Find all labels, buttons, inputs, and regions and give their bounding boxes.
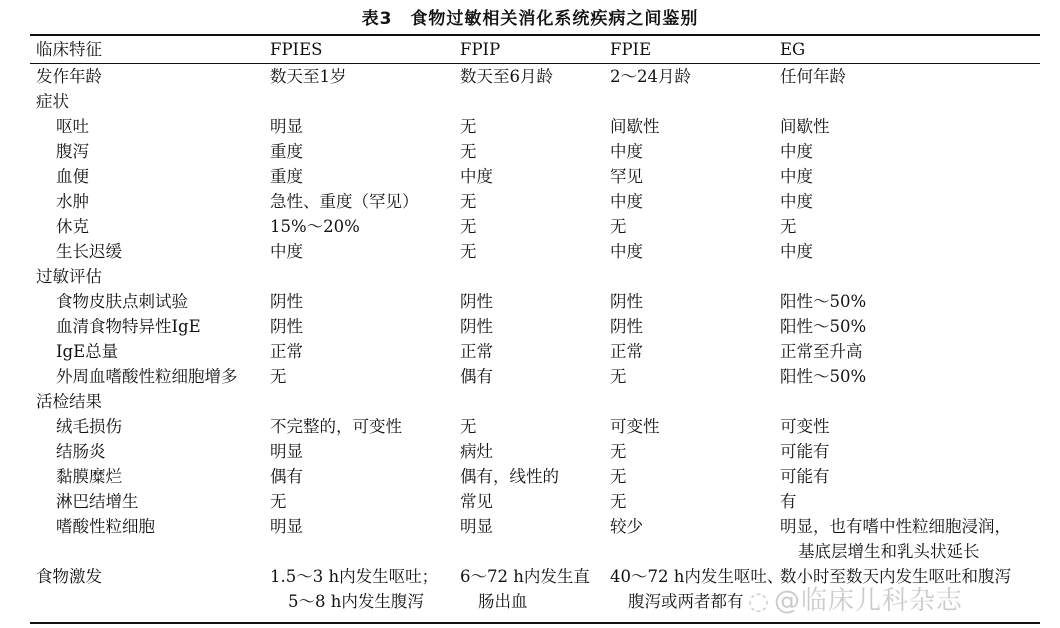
cell-fpip: 无	[460, 217, 477, 236]
table-row	[0, 239, 1060, 264]
cell-fpip: 6～72 h内发生直	[460, 567, 590, 586]
cell-fpie: 中度	[610, 242, 643, 261]
cell-eg: 有	[780, 492, 797, 511]
row-label: 食物激发	[36, 567, 102, 586]
cell-eg: 中度	[780, 192, 813, 211]
table-row	[0, 364, 1060, 389]
cell-fpip: 阴性	[460, 292, 493, 311]
cell-fpies: 15%～20%	[270, 217, 360, 236]
table-bottom-rule	[30, 622, 1040, 624]
cell-fpies: 重度	[270, 142, 303, 161]
cell-eg: 中度	[780, 167, 813, 186]
cell-fpies: 阴性	[270, 317, 303, 336]
table-row	[0, 414, 1060, 439]
cell-fpies: 无	[270, 367, 287, 386]
cell-fpip: 常见	[460, 492, 493, 511]
cell-fpie: 阴性	[610, 292, 643, 311]
table-row	[0, 164, 1060, 189]
cell-fpie: 无	[610, 442, 627, 461]
row-label: 生长迟缓	[56, 242, 122, 261]
cell-fpie: 罕见	[610, 167, 643, 186]
cell-eg: 中度	[780, 242, 813, 261]
cell-fpip: 无	[460, 142, 477, 161]
weibo-icon: ◌	[748, 587, 770, 615]
row-label: 过敏评估	[36, 267, 102, 286]
table-header-row	[0, 37, 1060, 62]
fpies-challenge-continuation: 5～8 h内发生腹泻	[288, 592, 424, 611]
cell-eg: 阳性～50%	[780, 367, 867, 386]
table-row	[0, 289, 1060, 314]
header-fpie: FPIE	[610, 40, 652, 59]
row-label: 绒毛损伤	[56, 417, 122, 436]
eg-eosinophil-continuation: 基底层增生和乳头状延长	[798, 542, 980, 561]
row-label: 血清食物特异性IgE	[56, 317, 201, 336]
cell-fpies: 数天至1岁	[270, 67, 347, 86]
header-clinical-feature: 临床特征	[36, 40, 102, 59]
table-top-rule	[30, 34, 1040, 36]
row-label: 嗜酸性粒细胞	[56, 517, 155, 536]
table-row	[0, 314, 1060, 339]
cell-fpie: 无	[610, 217, 627, 236]
cell-fpies: 阴性	[270, 292, 303, 311]
cell-fpip: 正常	[460, 342, 493, 361]
cell-fpip: 明显	[460, 517, 493, 536]
cell-fpies: 急性、重度（罕见）	[270, 192, 419, 211]
row-label: 食物皮肤点刺试验	[56, 292, 188, 311]
fpie-challenge-continuation: 腹泻或两者都有	[628, 592, 744, 611]
cell-fpip: 偶有，线性的	[460, 467, 559, 486]
row-label: IgE总量	[56, 342, 119, 361]
cell-eg: 可能有	[780, 442, 830, 461]
cell-eg: 间歇性	[780, 117, 830, 136]
row-label: 活检结果	[36, 392, 102, 411]
header-eg: EG	[780, 40, 806, 59]
cell-eg: 阳性～50%	[780, 317, 867, 336]
cell-eg: 阳性～50%	[780, 292, 867, 311]
cell-fpip: 病灶	[460, 442, 493, 461]
cell-fpie: 较少	[610, 517, 643, 536]
cell-fpip: 无	[460, 117, 477, 136]
header-fpies: FPIES	[270, 40, 323, 59]
row-label: 休克	[56, 217, 89, 236]
watermark-text: @临床儿科杂志	[773, 586, 963, 616]
cell-fpie: 40～72 h内发生呕吐、	[610, 567, 784, 586]
row-label: 黏膜糜烂	[56, 467, 122, 486]
cell-fpip: 无	[460, 192, 477, 211]
cell-fpip: 偶有	[460, 367, 493, 386]
cell-fpie: 正常	[610, 342, 643, 361]
table-row	[0, 139, 1060, 164]
row-label: 腹泻	[56, 142, 89, 161]
table-row	[0, 464, 1060, 489]
cell-fpie: 中度	[610, 192, 643, 211]
row-label: 血便	[56, 167, 89, 186]
cell-fpie: 无	[610, 492, 627, 511]
cell-fpip: 数天至6月龄	[460, 67, 553, 86]
cell-fpie: 阴性	[610, 317, 643, 336]
watermark	[748, 580, 963, 617]
cell-eg: 明显，也有嗜中性粒细胞浸润，	[780, 517, 1011, 536]
cell-fpies: 中度	[270, 242, 303, 261]
cell-eg: 可变性	[780, 417, 830, 436]
row-label: 结肠炎	[56, 442, 106, 461]
cell-eg: 数小时至数天内发生呕吐和腹泻	[780, 567, 1011, 586]
cell-fpip: 无	[460, 242, 477, 261]
cell-eg: 正常至升高	[780, 342, 863, 361]
table-row	[0, 64, 1060, 89]
table-title: 表3 食物过敏相关消化系统疾病之间鉴别	[361, 9, 699, 29]
table-row	[0, 264, 1060, 289]
table-row	[0, 389, 1060, 414]
cell-fpie: 中度	[610, 142, 643, 161]
cell-fpies: 正常	[270, 342, 303, 361]
table-row	[0, 339, 1060, 364]
table-row	[0, 514, 1060, 539]
cell-fpie: 可变性	[610, 417, 660, 436]
fpip-challenge-continuation: 肠出血	[478, 592, 528, 611]
cell-fpie: 无	[610, 467, 627, 486]
cell-eg: 可能有	[780, 467, 830, 486]
table-row	[0, 189, 1060, 214]
cell-fpies: 1.5～3 h内发生呕吐；	[270, 567, 439, 586]
cell-fpies: 明显	[270, 117, 303, 136]
cell-fpie: 2～24月龄	[610, 67, 691, 86]
cell-fpip: 中度	[460, 167, 493, 186]
cell-fpies: 重度	[270, 167, 303, 186]
table-row	[0, 114, 1060, 139]
row-label: 呕吐	[56, 117, 89, 136]
cell-fpies: 明显	[270, 442, 303, 461]
cell-fpies: 偶有	[270, 467, 303, 486]
cell-fpie: 无	[610, 367, 627, 386]
cell-eg: 中度	[780, 142, 813, 161]
row-label: 症状	[36, 92, 69, 111]
header-fpip: FPIP	[460, 40, 501, 59]
cell-fpip: 阴性	[460, 317, 493, 336]
cell-fpie: 间歇性	[610, 117, 660, 136]
table-row	[0, 439, 1060, 464]
table-row	[0, 89, 1060, 114]
row-label: 水肿	[56, 192, 89, 211]
cell-fpies: 明显	[270, 517, 303, 536]
table-row	[0, 214, 1060, 239]
cell-eg: 无	[780, 217, 797, 236]
cell-eg: 任何年龄	[780, 67, 846, 86]
table-row	[0, 489, 1060, 514]
cell-fpip: 无	[460, 417, 477, 436]
row-label: 发作年龄	[36, 67, 102, 86]
cell-fpies: 无	[270, 492, 287, 511]
row-label: 淋巴结增生	[56, 492, 139, 511]
cell-fpies: 不完整的，可变性	[270, 417, 402, 436]
row-label: 外周血嗜酸性粒细胞增多	[56, 367, 238, 386]
